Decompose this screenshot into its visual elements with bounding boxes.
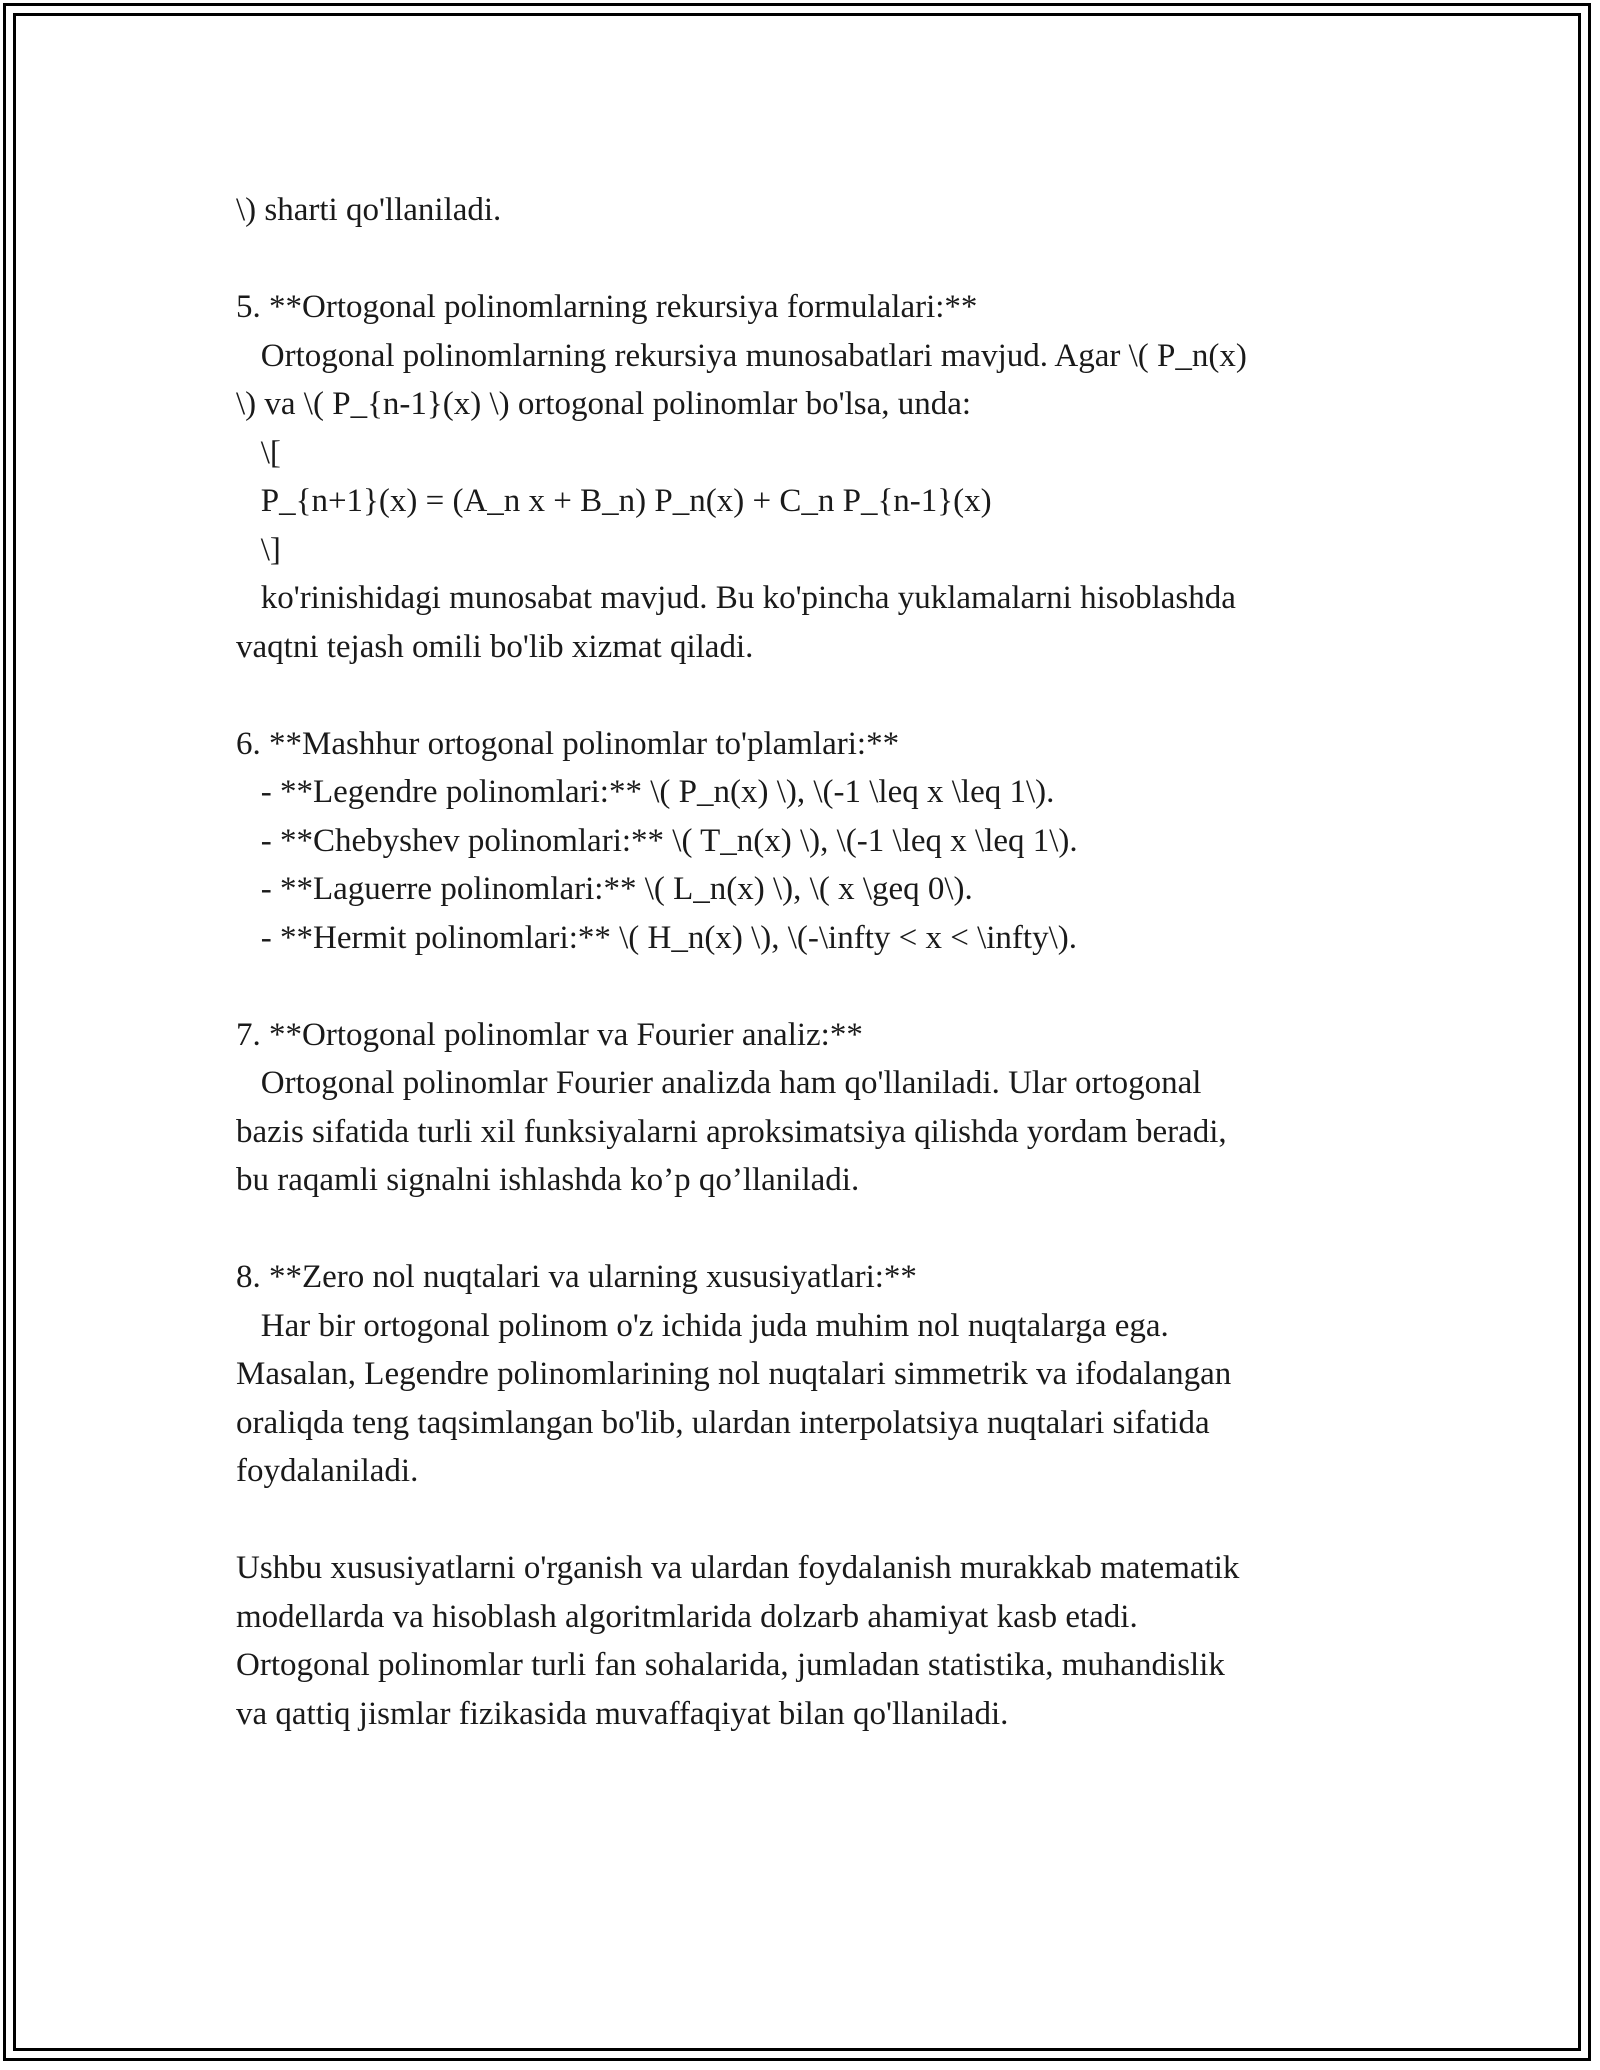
text-line: bazis sifatida turli xil funksiyalarni aproksimatsiya qilishda yordam beradi, (236, 1113, 1227, 1150)
blank-line (236, 1205, 1386, 1254)
recursion-formula: P_{n+1}(x) = (A_n x + B_n) P_n(x) + C_n P_{n-1}(x) (236, 483, 992, 519)
conclusion-line: Ushbu xususiyatlarni o'rganish va ulardan foydalanish murakkab matematik (236, 1550, 1240, 1586)
text-line: Masalan, Legendre polinomlarining nol nuqtalari simmetrik va ifodalangan (236, 1356, 1232, 1392)
conclusion-line: va qattiq jismlar fizikasida muvaffaqiyat bilan qo'llaniladi. (236, 1695, 1009, 1732)
text-line: \) sharti qo'llaniladi. (236, 192, 502, 228)
document-body (236, 186, 1386, 1738)
list-item-hermit: - **Hermit polinomlari:** \( H_n(x) \), \(-\infty < x < \infty\). (236, 919, 1078, 956)
text-line: Har bir ortogonal polinom o'z ichida juda muhim nol nuqtalarga ega. (236, 1307, 1169, 1344)
blank-line (236, 671, 1386, 720)
formula-close: \] (236, 531, 281, 568)
text-line: vaqtni tejash omili bo'lib xizmat qiladi. (236, 628, 754, 665)
section-7-heading: 7. **Ortogonal polinomlar va Fourier analiz:** (236, 1016, 863, 1053)
list-item-laguerre: - **Laguerre polinomlari:** \( L_n(x) \), \( x \geq 0\). (236, 871, 973, 907)
text-line: ko'rinishidagi munosabat mavjud. Bu ko'pincha yuklamalarni hisoblashda (236, 580, 1236, 616)
text-line: foydalaniladi. (236, 1453, 419, 1489)
list-item-chebyshev: - **Chebyshev polinomlari:** \( T_n(x) \), \(-1 \leq x \leq 1\). (236, 822, 1078, 859)
text-line: Ortogonal polinomlar Fourier analizda ham qo'llaniladi. Ular ortogonal (236, 1065, 1202, 1101)
conclusion-line: Ortogonal polinomlar turli fan sohalarida, jumladan statistika, muhandislik (236, 1647, 1225, 1683)
text-line: oraliqda teng taqsimlangan bo'lib, ulardan interpolatsiya nuqtalari sifatida (236, 1404, 1210, 1441)
section-8-heading: 8. **Zero nol nuqtalari va ularning xususiyatlari:** (236, 1259, 917, 1295)
section-5-heading: 5. **Ortogonal polinomlarning rekursiya formulalari:** (236, 289, 978, 325)
text-line: \) va \( P_{n-1}(x) \) ortogonal polinomlar bo'lsa, unda: (236, 386, 972, 422)
blank-line (236, 235, 1386, 284)
blank-line (236, 962, 1386, 1011)
formula-open: \[ (236, 434, 281, 471)
list-item-legendre: - **Legendre polinomlari:** \( P_n(x) \), \(-1 \leq x \leq 1\). (236, 774, 1055, 810)
conclusion-line: modellarda va hisoblash algoritmlarida dolzarb ahamiyat kasb etadi. (236, 1598, 1138, 1635)
text-line: Ortogonal polinomlarning rekursiya munosabatlari mavjud. Agar \( P_n(x) (236, 337, 1247, 374)
section-6-heading: 6. **Mashhur ortogonal polinomlar to'plamlari:** (236, 725, 900, 762)
text-line: bu raqamli signalni ishlashda ko’p qo’llaniladi. (236, 1162, 860, 1198)
blank-line (236, 1496, 1386, 1545)
